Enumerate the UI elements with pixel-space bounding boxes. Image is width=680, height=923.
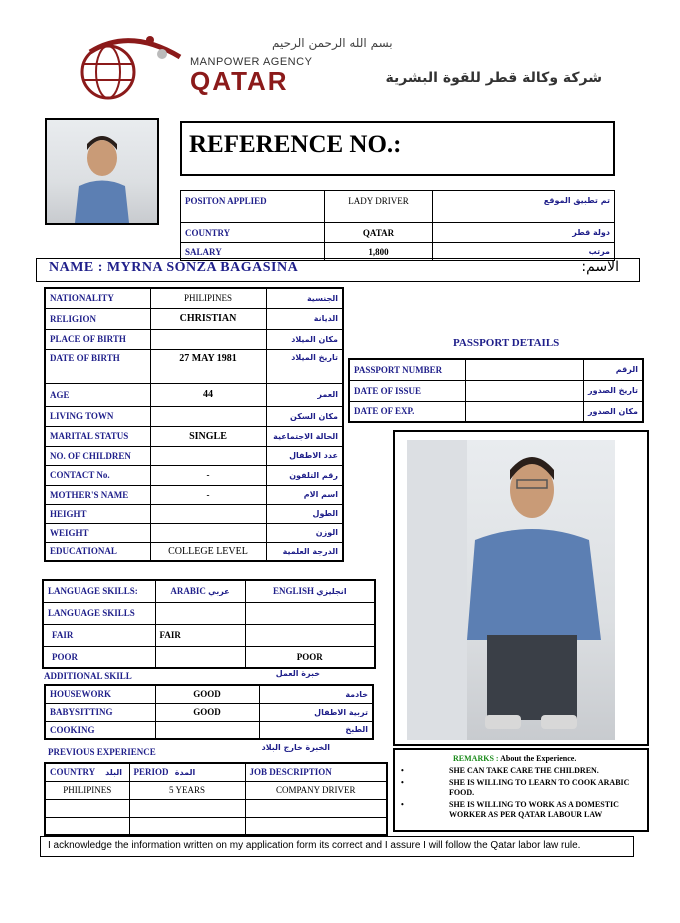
age-arabic: العمر [266, 383, 343, 406]
height-label: HEIGHT [45, 504, 150, 523]
living-town-arabic: مكان السكن [266, 406, 343, 426]
housework-label: HOUSEWORK [45, 685, 155, 703]
position-arabic: تم تطبيق الموقع [433, 191, 615, 223]
experience-table [44, 762, 388, 836]
arabic-label: ARABIC [170, 586, 206, 597]
language-sub-label: LANGUAGE SKILLS [43, 602, 155, 624]
agency-name-main: QATAR [190, 66, 289, 96]
babysitting-arabic: تربية الاطفال [259, 703, 373, 721]
date-of-issue-value [465, 380, 583, 401]
housework-arabic: خادمة [259, 685, 373, 703]
contact-label: CONTACT No. [45, 465, 150, 485]
exp-period-value-3 [129, 817, 245, 835]
remarks-title: About the Experience. [500, 754, 577, 763]
living-town-value [150, 406, 266, 426]
cooking-arabic: الطبخ [259, 721, 373, 739]
height-value [150, 504, 266, 523]
date-of-exp-label: DATE OF EXP. [349, 401, 465, 422]
remark-item: • SHE IS WILLING TO WORK AS A DOMESTIC WORKER AS PER QATAR LABOUR LAW [401, 800, 619, 819]
mother-name-label: MOTHER'S NAME [45, 485, 150, 504]
additional-skill-table [44, 684, 374, 740]
religion-label: RELIGION [45, 308, 150, 329]
date-of-issue-arabic: تاريخ الصدور [583, 380, 643, 401]
salary-value: 1,800 [325, 243, 433, 261]
position-table [180, 190, 615, 261]
age-value: 44 [150, 383, 266, 406]
acknowledgement-box [40, 836, 634, 857]
period-header-label: PERIOD [133, 767, 169, 778]
poor-arabic-value [155, 646, 245, 668]
mother-name-value: - [150, 485, 266, 504]
nationality-label: NATIONALITY [45, 288, 150, 308]
nationality-value: PHILIPINES [150, 288, 266, 308]
exp-job-value-2 [245, 799, 387, 817]
reference-label: REFERENCE NO.: [189, 131, 402, 158]
experience-period-header [129, 763, 245, 781]
arabic-column [155, 580, 245, 602]
additional-skill-title: ADDITIONAL SKILL [44, 671, 132, 681]
previous-experience-arabic: الخبرة خارج البلاد [261, 743, 330, 752]
remark-item: • SHE CAN TAKE CARE THE CHILDREN. [401, 766, 599, 775]
fair-english-value [245, 624, 375, 646]
housework-value: GOOD [155, 685, 259, 703]
babysitting-value: GOOD [155, 703, 259, 721]
nationality-arabic: الجنسية [266, 288, 343, 308]
exp-country-value-3 [45, 817, 129, 835]
date-of-birth-label: DATE OF BIRTH [45, 349, 150, 383]
cooking-label: COOKING [45, 721, 155, 739]
place-of-birth-arabic: مكان الميلاد [266, 329, 343, 349]
english-column [245, 580, 375, 602]
marital-status-value: SINGLE [150, 426, 266, 446]
agency-name-top: MANPOWER AGENCY [190, 56, 313, 68]
date-of-exp-arabic: مكان الصدور [583, 401, 643, 422]
exp-country-value: PHILIPINES [45, 781, 129, 799]
fair-label: FAIR [43, 624, 155, 646]
applicant-photo-small [45, 118, 159, 225]
acknowledgement-text: I acknowledge the information written on my application form its correct and I assure I will follow the Qatar labor law rule. [48, 840, 581, 851]
age-label: AGE [45, 383, 150, 406]
marital-status-label: MARITAL STATUS [45, 426, 150, 446]
position-value: LADY DRIVER [325, 191, 433, 223]
salary-label: SALARY [181, 243, 325, 261]
exp-country-value-2 [45, 799, 129, 817]
position-label: POSITON APPLIED [181, 191, 325, 223]
date-of-birth-arabic: تاريخ الميلاد [266, 349, 343, 383]
agency-name-arabic: شركة وكالة قطر للقوة البشرية [385, 70, 602, 86]
period-header-arabic: المدة [174, 768, 196, 778]
english-ar: انجليزي [316, 587, 347, 597]
country-label: COUNTRY [181, 223, 325, 243]
fair-arabic-value: FAIR [155, 624, 245, 646]
educational-label: EDUCATIONAL [45, 542, 150, 561]
marital-status-arabic: الحالة الاجتماعية [266, 426, 343, 446]
name-bar [36, 258, 640, 282]
country-header-arabic: البلد [105, 768, 123, 778]
country-value: QATAR [325, 223, 433, 243]
children-value [150, 446, 266, 465]
passport-number-value [465, 359, 583, 380]
exp-period-value-2 [129, 799, 245, 817]
reference-box [180, 121, 615, 176]
additional-skill-arabic: خبرة العمل [275, 669, 320, 678]
religion-arabic: الديانة [266, 308, 343, 329]
place-of-birth-value [150, 329, 266, 349]
date-of-issue-label: DATE OF ISSUE [349, 380, 465, 401]
applicant-name: NAME : MYRNA SONZA BAGASINA [49, 260, 299, 275]
country-arabic: دولة قطر [433, 223, 615, 243]
children-label: NO. OF CHILDREN [45, 446, 150, 465]
cooking-value [155, 721, 259, 739]
country-header-label: COUNTRY [50, 767, 95, 778]
living-town-label: LIVING TOWN [45, 406, 150, 426]
agency-logo [70, 32, 190, 102]
religion-value: CHRISTIAN [150, 308, 266, 329]
exp-period-value: 5 YEARS [129, 781, 245, 799]
contact-value: - [150, 465, 266, 485]
educational-value: COLLEGE LEVEL [150, 542, 266, 561]
educational-arabic: الدرجة العلمية [266, 542, 343, 561]
weight-value [150, 523, 266, 542]
remark-item: • SHE IS WILLING TO LEARN TO COOK ARABIC FOOD. [401, 778, 630, 797]
salary-arabic: مرتب [433, 243, 615, 261]
remarks-box [393, 748, 649, 832]
name-arabic-label: الاسم: [581, 259, 619, 275]
language-table [42, 579, 376, 669]
experience-country-header [45, 763, 129, 781]
weight-arabic: الوزن [266, 523, 343, 542]
poor-english-value: POOR [245, 646, 375, 668]
place-of-birth-label: PLACE OF BIRTH [45, 329, 150, 349]
exp-job-value: COMPANY DRIVER [245, 781, 387, 799]
passport-number-label: PASSPORT NUMBER [349, 359, 465, 380]
date-of-exp-value [465, 401, 583, 422]
arabic-ar: عربي [208, 587, 230, 597]
mother-name-arabic: اسم الام [266, 485, 343, 504]
children-arabic: عدد الاطفال [266, 446, 343, 465]
passport-title: PASSPORT DETAILS [453, 337, 560, 349]
weight-label: WEIGHT [45, 523, 150, 542]
english-label: ENGLISH [272, 586, 314, 597]
contact-arabic: رقم التلفون [266, 465, 343, 485]
exp-job-value-3 [245, 817, 387, 835]
personal-table [44, 287, 344, 562]
passport-table [348, 358, 644, 423]
bismillah: بسم الله الرحمن الرحيم [272, 36, 393, 50]
passport-number-arabic: الرقم [583, 359, 643, 380]
remarks-heading [453, 754, 576, 763]
job-description-header: JOB DESCRIPTION [245, 763, 387, 781]
height-arabic: الطول [266, 504, 343, 523]
remarks-label: REMARKS : [453, 754, 499, 763]
previous-experience-title: PREVIOUS EXPERIENCE [48, 747, 156, 757]
poor-label: POOR [43, 646, 155, 668]
babysitting-label: BABYSITTING [45, 703, 155, 721]
language-header-label: LANGUAGE SKILLS: [43, 580, 155, 602]
applicant-photo-large [393, 430, 649, 746]
date-of-birth-value: 27 MAY 1981 [150, 349, 266, 383]
